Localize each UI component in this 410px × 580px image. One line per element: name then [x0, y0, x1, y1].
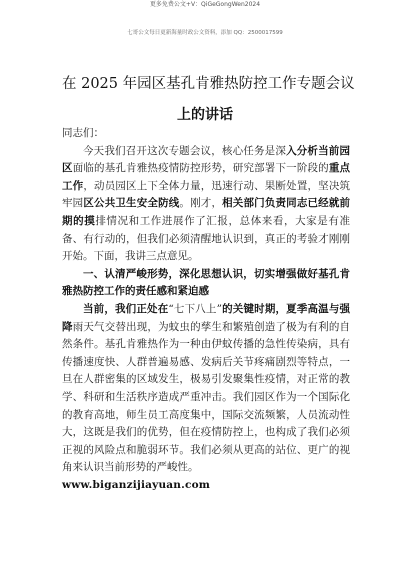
promo-subheader: 七哥公文每日更新海量时政公文资料，添加 QQ：2500017599	[127, 30, 283, 36]
paragraph-intro	[62, 143, 350, 266]
greeting: 同志们：	[62, 127, 104, 139]
text-run: ，动员园区上下全体力量，迅速行动、果断处置，坚决筑牢园	[62, 179, 351, 210]
watermark-url: www.biganzijiayuan.com	[62, 478, 211, 491]
bold-run: 区公共卫生安全防线	[83, 197, 180, 210]
quote-run: “七下八上”	[168, 302, 222, 315]
bold-run: 入分析当前园区	[62, 144, 350, 175]
document-body	[62, 125, 350, 494]
text-run: 。刚才，	[179, 197, 223, 210]
text-run: 面临的基孔肯雅热疫情防控形势，研究部署下一阶段的	[72, 162, 329, 175]
text-run: 今天我们召开这次专题会议，核心任务是深	[83, 144, 287, 157]
bold-run: 重点工作	[62, 162, 351, 192]
section-heading-1: 一、认清严峻形势，深化思想认识，切实增强做好基孔肯雅热防控工作的责任感和紧迫感	[62, 267, 350, 298]
bold-run: 当前，我们正处在	[83, 302, 169, 315]
paragraph-situation	[62, 301, 350, 477]
promo-header: 更多免费公文+V：QiGeGongWen2024	[149, 1, 261, 8]
bold-run: 相关部门负责同志已经就前期的摸	[62, 197, 351, 227]
text-run: 排情况和工作进展作了汇报，总体来看，大家是有准备、有行动的，但我们必须清醒地认识到，真正的考验才刚刚开始。下面，我讲三点意见。	[62, 214, 351, 263]
text-run: 雨天气交替出现，为蚊虫的孳生和繁殖创造了极为有利的自然条件。基孔肯雅热作为一种由伊蚊传播的急性传染病，具有传播速度快、人群普遍易感、发病后关节疼痛剧烈等特点，一旦在人群密集的区域发生，极易引发聚集性疫情，对正常的教学、科研和生活秩序造成严重冲击。我们园区作为一个国际化的教育高地，师生员工高度集中，国际交流频繁，人员流动性大，这既是我们的优势，但在疫情防控上，也构成了我们必须正视的风险点和脆弱环节。我们必须从更高的站位、更广的视角来认识当前形势的严峻性。	[62, 320, 351, 474]
document-title-line2: 上的讲话	[177, 107, 233, 123]
document-title: 在 2025 年园区基孔肯雅热防控工作专题会议	[62, 76, 355, 92]
watermark-line	[62, 477, 350, 495]
bold-run: 的关键时期，夏季高温与强降	[62, 302, 351, 333]
